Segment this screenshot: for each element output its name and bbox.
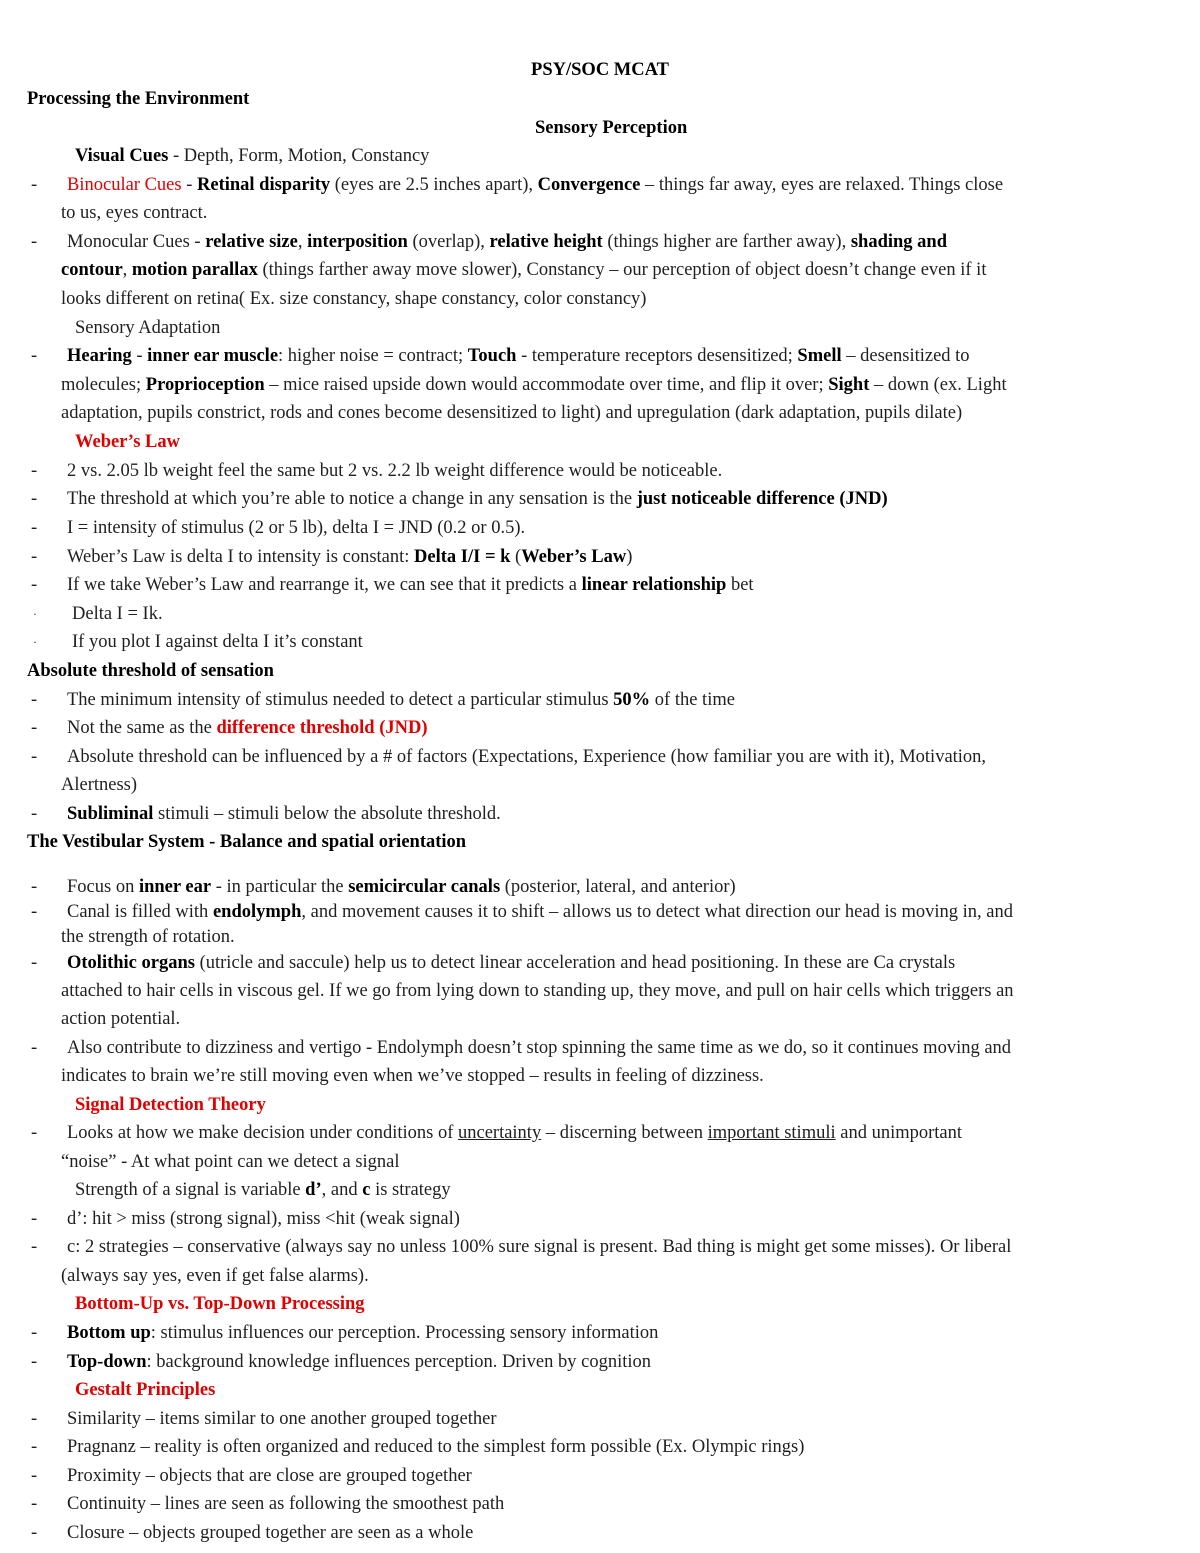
top-down-line: Top-down: background knowledge influences perception. Driven by cognition bbox=[67, 1352, 652, 1372]
binocular-line-2: to us, eyes contract. bbox=[61, 203, 208, 223]
adaptation-line-3: adaptation, pupils constrict, rods and cones become desensitized to light) and upregulation (dark adaptation, pupils dilate) bbox=[61, 403, 963, 423]
bullet-dash: - bbox=[31, 1038, 38, 1058]
sdt-line-2: Strength of a signal is variable d’, and c is strategy bbox=[75, 1180, 451, 1200]
section-heading-processing: Processing the Environment bbox=[27, 89, 250, 109]
sdt-line-4b: (always say yes, even if get false alarms). bbox=[61, 1266, 369, 1286]
vestibular-line-4: Also contribute to dizziness and vertigo - Endolymph doesn’t stop spinning the same time as we do, so it continues moving and bbox=[67, 1038, 1012, 1058]
monocular-line-2: contour, motion parallax (things farther away move slower), Constancy – our perception of object doesn’t change even if it bbox=[61, 260, 987, 280]
weber-line-3: I = intensity of stimulus (2 or 5 lb), delta I = JND (0.2 or 0.5). bbox=[67, 518, 526, 538]
weber-line-5: If we take Weber’s Law and rearrange it, we can see that it predicts a linear relationship bet bbox=[67, 575, 754, 595]
bullet-dash: - bbox=[31, 1409, 38, 1429]
vestibular-line-1: Focus on inner ear - in particular the semicircular canals (posterior, lateral, and anterior) bbox=[67, 877, 736, 897]
bullet-dash: - bbox=[31, 1466, 38, 1486]
weber-line-4: Weber’s Law is delta I to intensity is constant: Delta I/I = k (Weber’s Law) bbox=[67, 547, 633, 567]
bullet-dash: - bbox=[31, 1209, 38, 1229]
bullet-dash: - bbox=[31, 1237, 38, 1257]
bottom-up-heading: Bottom-Up vs. Top-Down Processing bbox=[75, 1294, 365, 1314]
monocular-line-1: Monocular Cues - relative size, interposition (overlap), relative height (things higher are farther away), shading and bbox=[67, 232, 948, 252]
gestalt-line-closure: Closure – objects grouped together are seen as a whole bbox=[67, 1523, 474, 1543]
bullet-dash: - bbox=[31, 1437, 38, 1457]
weber-line-2: The threshold at which you’re able to notice a change in any sensation is the just noticeable difference (JND) bbox=[67, 489, 888, 509]
bullet-dash: - bbox=[31, 804, 38, 824]
weber-line-7: If you plot I against delta I it’s constant bbox=[72, 632, 363, 652]
adaptation-line-1: Hearing - inner ear muscle: higher noise = contract; Touch - temperature receptors desensitized; Smell – desensitized to bbox=[67, 346, 970, 366]
bullet-dash: - bbox=[31, 1523, 38, 1543]
absolute-line-2: Not the same as the difference threshold (JND) bbox=[67, 718, 428, 738]
monocular-line-3: looks different on retina( Ex. size constancy, shape constancy, color constancy) bbox=[61, 289, 647, 309]
bullet-dash: - bbox=[31, 1123, 38, 1143]
bullet-dash: - bbox=[31, 1352, 38, 1372]
sdt-line-4: c: 2 strategies – conservative (always say no unless 100% sure signal is present. Bad thing is might get some misses). Or liberal bbox=[67, 1237, 1012, 1257]
bullet-dash: - bbox=[31, 718, 38, 738]
bullet-dash: - bbox=[31, 489, 38, 509]
gestalt-line-pragnanz: Pragnanz – reality is often organized and reduced to the simplest form possible (Ex. Olympic rings) bbox=[67, 1437, 805, 1457]
vestibular-line-2: Canal is filled with endolymph, and movement causes it to shift – allows us to detect what direction our head is moving in, and bbox=[67, 902, 1013, 922]
gestalt-heading: Gestalt Principles bbox=[75, 1380, 216, 1400]
bullet-dash: - bbox=[31, 175, 38, 195]
absolute-line-3b: Alertness) bbox=[61, 775, 138, 795]
bullet-dash: - bbox=[31, 518, 38, 538]
binocular-line-1: Binocular Cues - Retinal disparity (eyes are 2.5 inches apart), Convergence – things far away, eyes are relaxed. Things close bbox=[67, 175, 1004, 195]
absolute-line-3: Absolute threshold can be influenced by a # of factors (Expectations, Experience (how familiar you are with it), Motivation, bbox=[67, 747, 987, 767]
gestalt-line-continuity: Continuity – lines are seen as following the smoothest path bbox=[67, 1494, 505, 1514]
document-title: PSY/SOC MCAT bbox=[531, 60, 669, 80]
bullet-dash: - bbox=[31, 877, 38, 897]
bottom-up-line: Bottom up: stimulus influences our perception. Processing sensory information bbox=[67, 1323, 659, 1343]
gestalt-line-similarity: Similarity – items similar to one another grouped together bbox=[67, 1409, 497, 1429]
bullet-dash: - bbox=[31, 232, 38, 252]
visual-cues-line: Visual Cues - Depth, Form, Motion, Constancy bbox=[75, 146, 430, 166]
bullet-dash: - bbox=[31, 575, 38, 595]
weber-line-6: Delta I = Ik. bbox=[72, 604, 163, 624]
vestibular-line-2b: the strength of rotation. bbox=[61, 927, 235, 947]
absolute-line-1: The minimum intensity of stimulus needed to detect a particular stimulus 50% of the time bbox=[67, 690, 735, 710]
bullet-dot: · bbox=[33, 635, 37, 649]
absolute-line-4: Subliminal stimuli – stimuli below the absolute threshold. bbox=[67, 804, 501, 824]
sensory-adaptation-heading: Sensory Adaptation bbox=[75, 318, 221, 338]
bullet-dash: - bbox=[31, 346, 38, 366]
bullet-dash: - bbox=[31, 461, 38, 481]
sdt-line-1: Looks at how we make decision under conditions of uncertainty – discerning between important stimuli and unimportant bbox=[67, 1123, 963, 1143]
absolute-threshold-heading: Absolute threshold of sensation bbox=[27, 661, 274, 681]
adaptation-line-2: molecules; Proprioception – mice raised upside down would accommodate over time, and flip it over; Sight – down (ex. Light bbox=[61, 375, 1007, 395]
signal-detection-heading: Signal Detection Theory bbox=[75, 1095, 266, 1115]
webers-law-heading: Weber’s Law bbox=[75, 432, 180, 452]
bullet-dash: - bbox=[31, 547, 38, 567]
sdt-line-3: d’: hit > miss (strong signal), miss <hit (weak signal) bbox=[67, 1209, 460, 1229]
vestibular-line-4b: indicates to brain we’re still moving even when we’ve stopped – results in feeling of dizziness. bbox=[61, 1066, 764, 1086]
weber-line-1: 2 vs. 2.05 lb weight feel the same but 2 vs. 2.2 lb weight difference would be noticeable. bbox=[67, 461, 723, 481]
vestibular-line-3: Otolithic organs (utricle and saccule) help us to detect linear acceleration and head positioning. In these are Ca crystals bbox=[67, 953, 956, 973]
bullet-dash: - bbox=[31, 902, 38, 922]
bullet-dash: - bbox=[31, 1494, 38, 1514]
subtitle-sensory-perception: Sensory Perception bbox=[535, 118, 688, 138]
gestalt-line-proximity: Proximity – objects that are close are grouped together bbox=[67, 1466, 472, 1486]
bullet-dot: · bbox=[33, 607, 37, 621]
bullet-dash: - bbox=[31, 690, 38, 710]
vestibular-line-3b: attached to hair cells in viscous gel. If we go from lying down to standing up, they move, and pull on hair cells which triggers an bbox=[61, 981, 1014, 1001]
bullet-dash: - bbox=[31, 1323, 38, 1343]
bullet-dash: - bbox=[31, 953, 38, 973]
vestibular-line-3c: action potential. bbox=[61, 1009, 181, 1029]
vestibular-heading: The Vestibular System - Balance and spatial orientation bbox=[27, 832, 467, 852]
bullet-dash: - bbox=[31, 747, 38, 767]
sdt-line-1b: “noise” - At what point can we detect a signal bbox=[61, 1152, 400, 1172]
